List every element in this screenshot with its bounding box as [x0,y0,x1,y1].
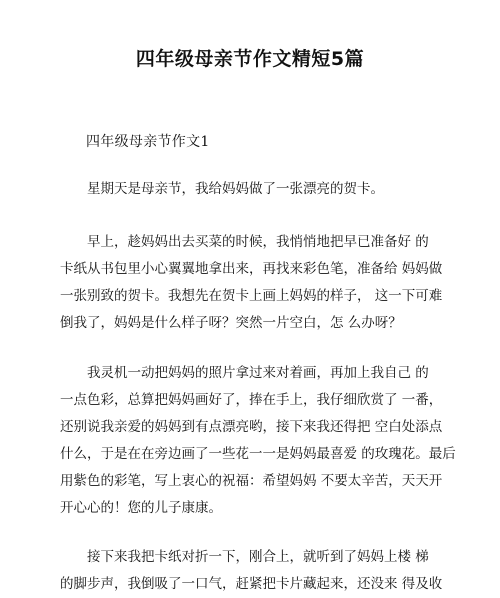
paragraph-line: 倒我了，妈妈是什么样子呀？突然一片空白，怎 么办呀？ [60,315,402,331]
paragraph-line: 早上，趁妈妈出去买菜的时候，我悄悄地把早已准备好 的 [87,234,429,250]
paragraph-2 [60,229,460,337]
paragraph-line: 还别说我亲爱的妈妈到有点漂亮哟，接下来我还得把 空白处添点 [60,419,443,435]
document-title: 四年级母亲节作文精短5篇 [135,48,365,70]
paragraph-1 [60,176,460,203]
paragraph-line: 的脚步声，我倒吸了一口气，赶紧把卡片藏起来，还没来 得及收 [60,576,443,592]
paragraph-line: 开心心的！您的儿子康康。 [60,500,222,516]
essay-subtitle: 四年级母亲节作文1 [86,134,210,150]
paragraph-line: 接下来我把卡纸对折一下，刚合上，就听到了妈妈上楼 梯 [87,549,429,565]
paragraph-line: 卡纸从书包里小心翼翼地拿出来，再找来彩色笔，准备给 妈妈做 [60,261,443,277]
paragraph-line: 星期天是母亲节，我给妈妈做了一张漂亮的贺卡。 [87,181,384,197]
paragraph-line: 用紫色的彩笔，写上衷心的祝福：希望妈妈 不要太辛苦，天天开 [60,473,443,489]
paragraph-line: 什么，于是在在旁边画了一些花一一是妈妈最喜爱 的玫瑰花。最后 [60,446,456,462]
paragraph-line: 一点色彩，总算把妈妈画好了，捧在手上，我仔细欣赏了 一番， [60,392,443,408]
paragraph-line: 我灵机一动把妈妈的照片拿过来对着画，再加上我自己 的 [87,365,429,381]
paragraph-line: 一张别致的贺卡。我想先在贺卡上画上妈妈的样子， 这一下可难 [60,288,443,304]
paragraph-3 [60,360,460,522]
paragraph-4 [60,544,460,598]
